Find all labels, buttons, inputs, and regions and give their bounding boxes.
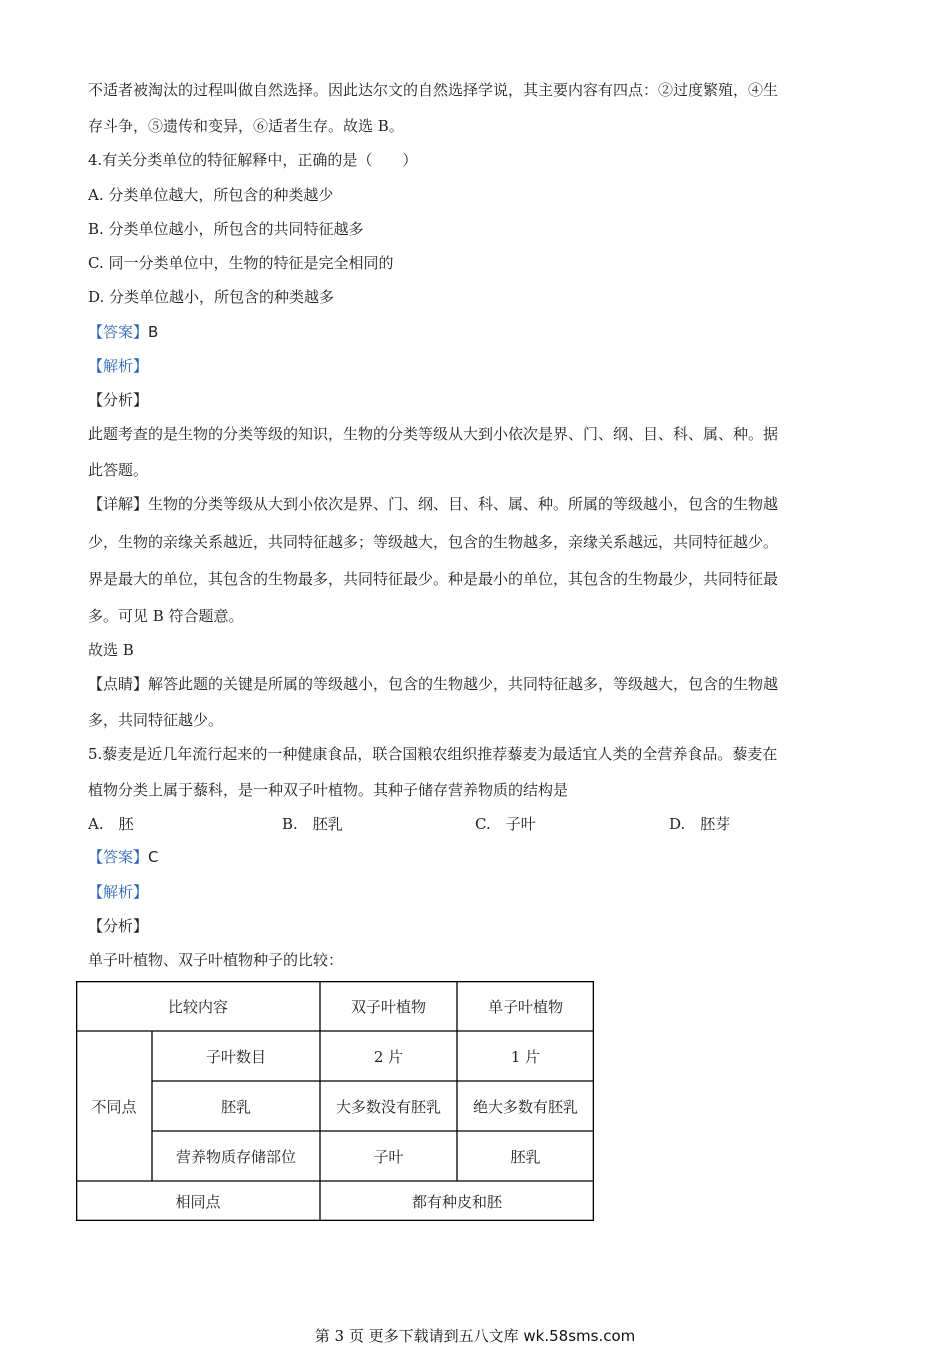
table-cell: 营养物质存储部位 xyxy=(175,1147,296,1166)
table-cell: 子叶数目 xyxy=(205,1047,266,1066)
table-same-value: 都有种皮和胚 xyxy=(411,1192,502,1211)
answer-value: C xyxy=(148,848,159,866)
question-5-option-b: B. 胚乳 xyxy=(282,815,343,833)
question-4-option-c: C. 同一分类单位中，生物的特征是完全相同的 xyxy=(88,254,394,272)
question-5-option-d: D. 胚芽 xyxy=(669,815,731,833)
question-5-stem: 植物分类上属于藜科，是一种双子叶植物。其种子储存营养物质的结构是 xyxy=(88,781,569,799)
analysis-tag: 【解析】 xyxy=(88,357,149,375)
table-cell: 绝大多数有胚乳 xyxy=(472,1097,578,1116)
point-tag: 【点睛】 xyxy=(88,675,149,693)
comparison-table xyxy=(76,981,594,1221)
footer-link[interactable]: wk.58sms.com xyxy=(523,1327,636,1345)
point-line xyxy=(88,677,778,692)
fenxi-line: 此题考查的是生物的分类等级的知识，生物的分类等级从大到小依次是界、门、纲、目、科、属、种。据 xyxy=(88,425,779,443)
paragraph-line: 存斗争，⑤遗传和变异，⑥适者生存。故选 B。 xyxy=(88,117,404,135)
table-header-cell: 单子叶植物 xyxy=(487,997,563,1016)
table-cell: 1 片 xyxy=(510,1047,541,1066)
detail-line xyxy=(88,497,778,512)
detail-line: 少，生物的亲缘关系越近，共同特征越多；等级越大，包含的生物越多，亲缘关系越远，共同特征越少。 xyxy=(88,533,779,551)
table-cell: 大多数没有胚乳 xyxy=(335,1097,441,1116)
table-cell: 子叶 xyxy=(373,1147,404,1166)
choose-line: 故选 B xyxy=(88,641,134,659)
table-diff-label: 不同点 xyxy=(91,1097,137,1116)
table-cell: 胚乳 xyxy=(510,1147,541,1166)
detail-text: 生物的分类等级从大到小依次是界、门、纲、目、科、属、种。所属的等级越小，包含的生物越 xyxy=(148,495,779,513)
answer-tag: 【答案】 xyxy=(88,323,149,341)
answer-value: B xyxy=(148,323,159,341)
compare-intro: 单子叶植物、双子叶植物种子的比较： xyxy=(88,951,344,969)
table-same-label: 相同点 xyxy=(175,1192,221,1211)
fenxi-tag: 【分析】 xyxy=(88,917,149,935)
paragraph-line: 不适者被淘汰的过程叫做自然选择。因此达尔文的自然选择学说，其主要内容有四点：②过度繁殖，④生 xyxy=(88,81,779,99)
question-5-stem: 5.藜麦是近几年流行起来的一种健康食品，联合国粮农组织推荐藜麦为最适宜人类的全营养食品。藜麦在 xyxy=(88,745,778,763)
page-footer xyxy=(0,1325,950,1346)
detail-tag: 【详解】 xyxy=(88,495,149,513)
answer-line xyxy=(88,325,158,340)
footer-text: 更多下载请到五八文库 xyxy=(363,1327,524,1345)
table-cell: 胚乳 xyxy=(220,1097,251,1116)
table-cell: 2 片 xyxy=(373,1047,404,1066)
page-number: 第 3 页 xyxy=(314,1327,364,1345)
analysis-tag: 【解析】 xyxy=(88,883,149,901)
point-text: 解答此题的关键是所属的等级越小，包含的生物越少，共同特征越多，等级越大，包含的生物越 xyxy=(148,675,779,693)
answer-line xyxy=(88,850,159,865)
question-4-stem: 4.有关分类单位的特征解释中，正确的是（ ） xyxy=(88,151,418,169)
question-4-option-a: A. 分类单位越大，所包含的种类越少 xyxy=(88,186,334,204)
question-5-option-a: A. 胚 xyxy=(88,815,134,833)
answer-tag: 【答案】 xyxy=(88,848,149,866)
fenxi-line: 此答题。 xyxy=(88,461,149,479)
table-header-cell: 双子叶植物 xyxy=(350,997,426,1016)
fenxi-tag: 【分析】 xyxy=(88,391,149,409)
point-line: 多，共同特征越少。 xyxy=(88,711,224,729)
table-header-cell: 比较内容 xyxy=(167,997,228,1016)
question-4-option-d: D. 分类单位越小，所包含的种类越多 xyxy=(88,288,335,306)
detail-line: 多。可见 B 符合题意。 xyxy=(88,607,244,625)
detail-line: 界是最大的单位，其包含的生物最多，共同特征最少。种是最小的单位，其包含的生物最少，共同特征最 xyxy=(88,570,779,588)
question-4-option-b: B. 分类单位越小，所包含的共同特征越多 xyxy=(88,220,364,238)
question-5-option-c: C. 子叶 xyxy=(475,815,536,833)
